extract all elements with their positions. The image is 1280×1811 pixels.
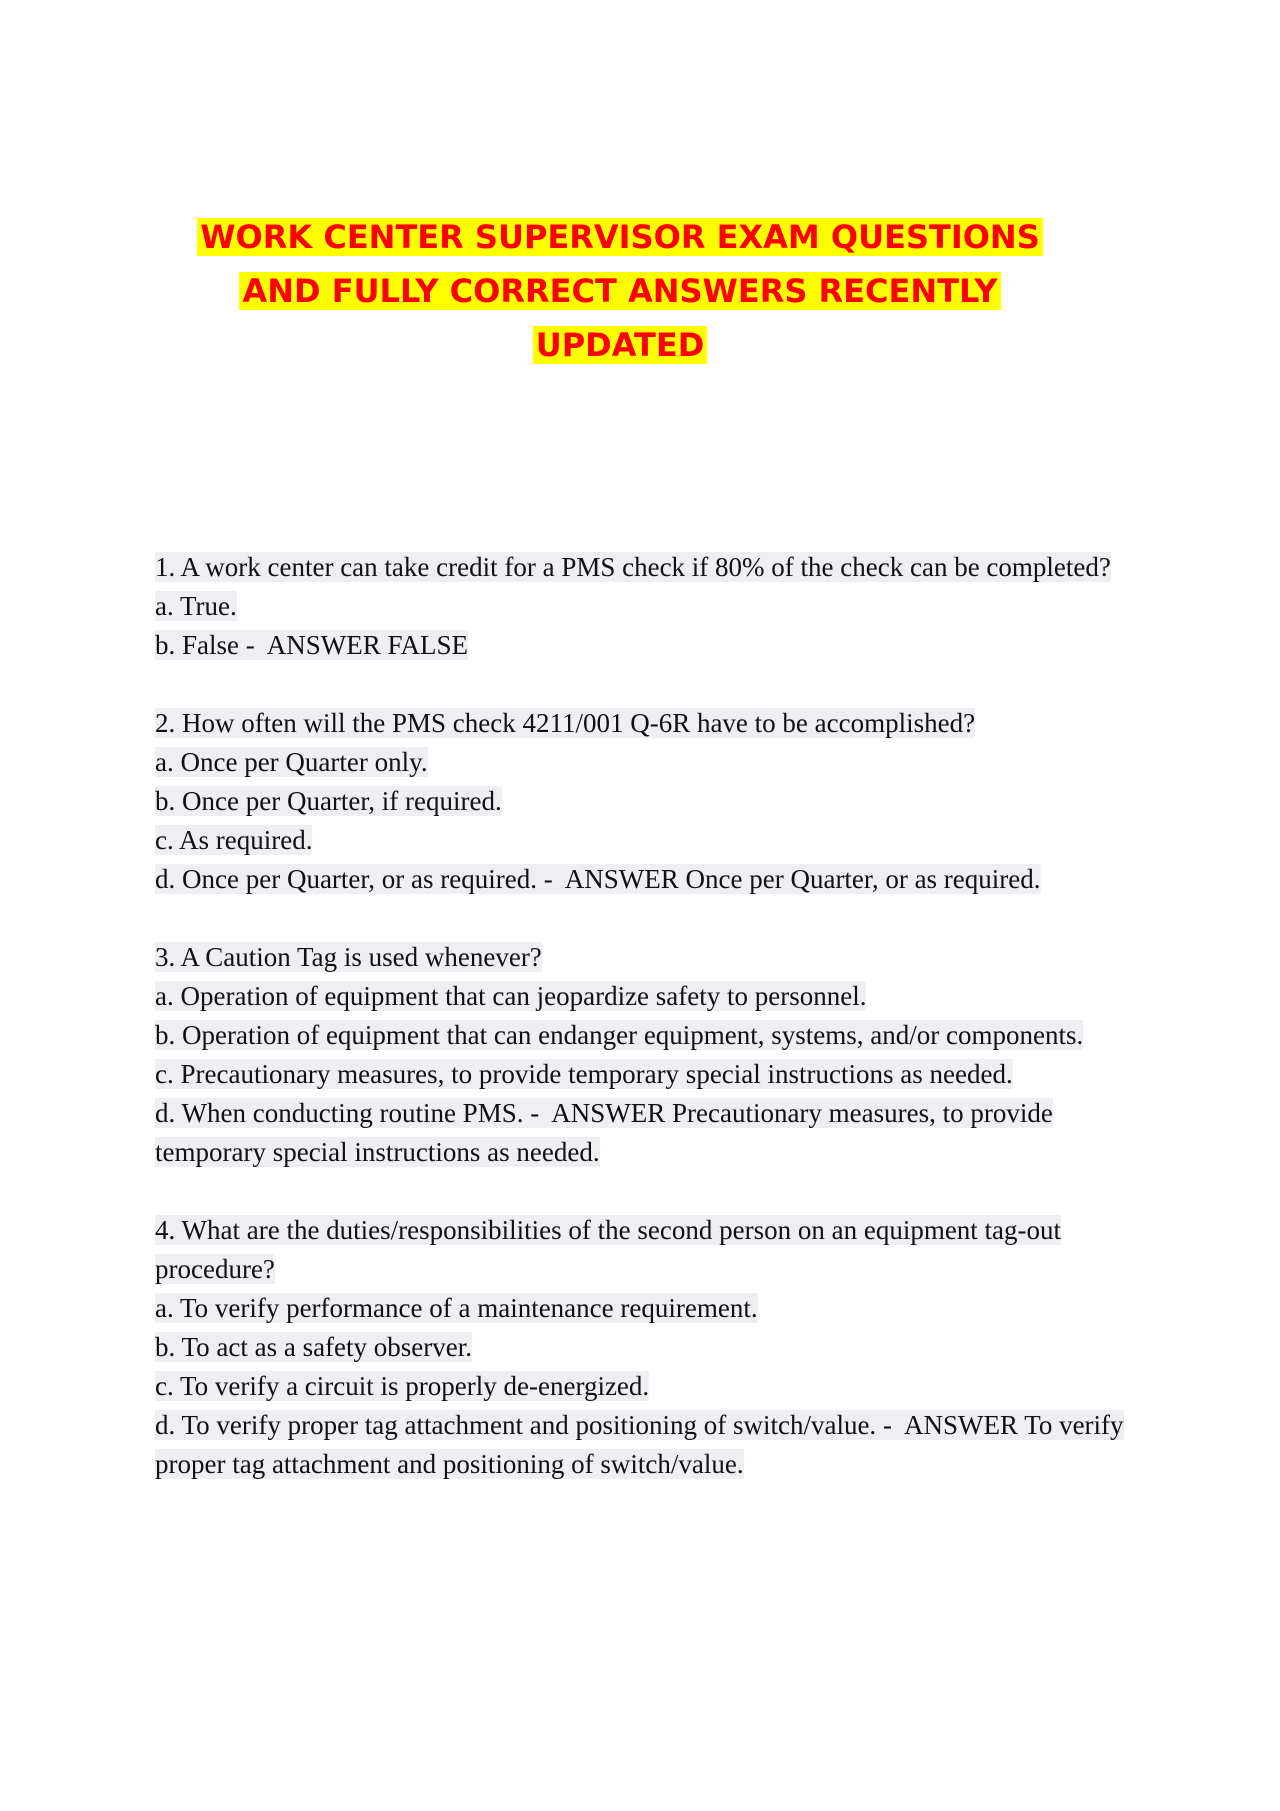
question-prompt: 4. What are the duties/responsibilities of the second person on an equipment tag-out procedure? <box>155 1215 1062 1284</box>
answer-option: c. Precautionary measures, to provide temporary special instructions as needed. <box>155 1059 1013 1089</box>
answer-option: b. Operation of equipment that can endanger equipment, systems, and/or components. <box>155 1020 1084 1050</box>
answer-option: d. To verify proper tag attachment and positioning of switch/value. <box>155 1410 877 1440</box>
answer-option: b. False <box>155 630 239 660</box>
correct-answer: ANSWER To verify proper tag attachment and positioning of switch/value. <box>155 1410 1124 1479</box>
answer-option: d. Once per Quarter, or as required. <box>155 864 537 894</box>
question-item <box>155 704 1155 899</box>
answer-option: b. Once per Quarter, if required. <box>155 786 502 816</box>
answer-option: a. To verify performance of a maintenance requirement. <box>155 1293 758 1323</box>
title-line: WORK CENTER SUPERVISOR EXAM QUESTIONS <box>197 218 1043 256</box>
answer-option: b. To act as a safety observer. <box>155 1332 472 1362</box>
question-prompt: 3. A Caution Tag is used whenever? <box>155 942 542 972</box>
question-list <box>155 548 1155 1523</box>
question-prompt: 1. A work center can take credit for a PMS check if 80% of the check can be completed? <box>155 552 1111 582</box>
question-item <box>155 1211 1155 1484</box>
answer-option: a. Once per Quarter only. <box>155 747 428 777</box>
answer-option: a. Operation of equipment that can jeopardize safety to personnel. <box>155 981 867 1011</box>
answer-option: c. As required. <box>155 825 313 855</box>
answer-separator: - <box>523 1098 552 1128</box>
correct-answer: ANSWER Precautionary measures, to provide temporary special instructions as needed. <box>155 1098 1053 1167</box>
question-item <box>155 938 1155 1172</box>
answer-separator: - <box>876 1410 904 1440</box>
question-prompt: 2. How often will the PMS check 4211/001 Q-6R have to be accomplished? <box>155 708 976 738</box>
title-line: UPDATED <box>533 326 708 364</box>
answer-separator: - <box>239 630 267 660</box>
answer-option: d. When conducting routine PMS. <box>155 1098 524 1128</box>
answer-option: c. To verify a circuit is properly de-energized. <box>155 1371 650 1401</box>
answer-separator: - <box>537 864 565 894</box>
answer-option: a. True. <box>155 591 237 621</box>
document-title <box>150 210 1090 372</box>
question-item <box>155 548 1155 665</box>
correct-answer: ANSWER FALSE <box>266 630 469 660</box>
correct-answer: ANSWER Once per Quarter, or as required. <box>564 864 1041 894</box>
title-line: AND FULLY CORRECT ANSWERS RECENTLY <box>239 272 1000 310</box>
